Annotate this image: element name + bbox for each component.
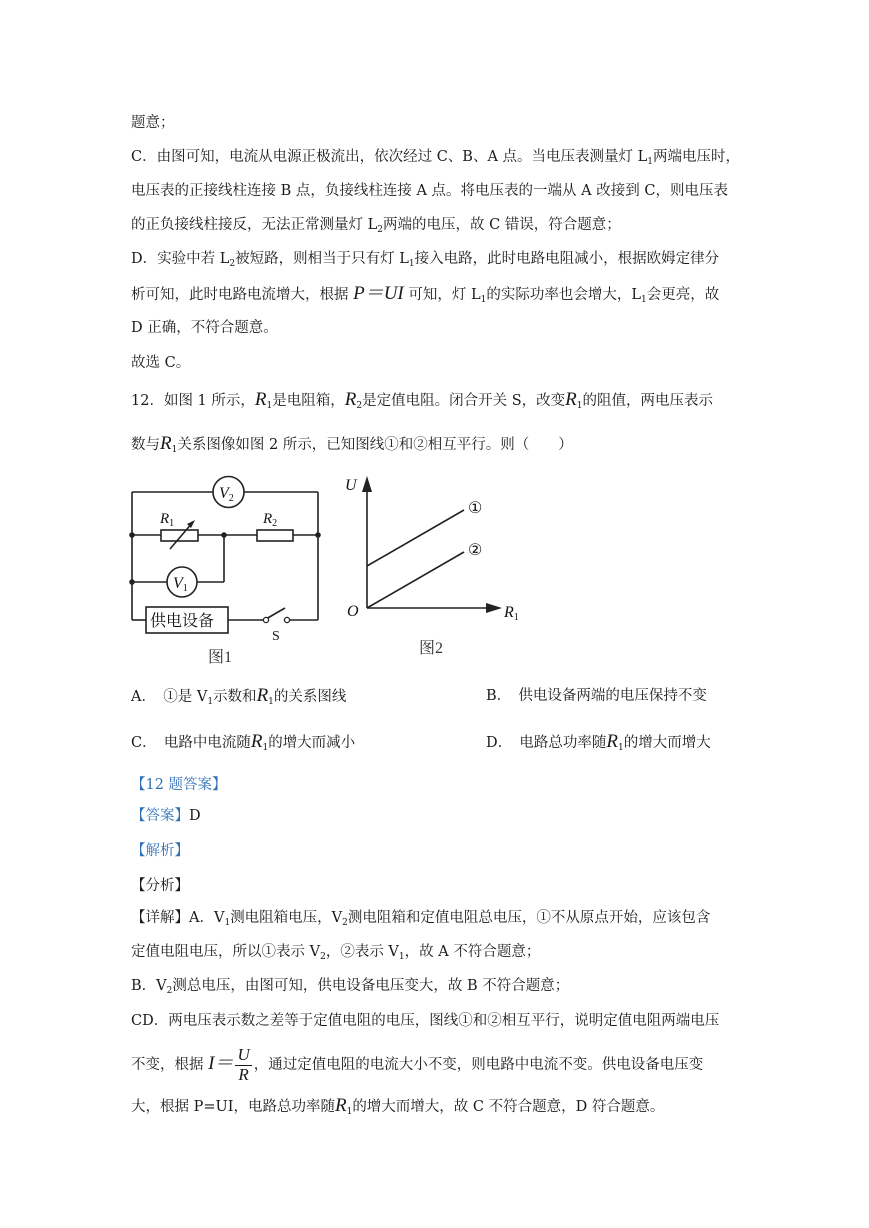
text-line: D 正确，不符合题意。 bbox=[131, 320, 278, 336]
figure-1-circuit bbox=[120, 470, 335, 670]
question-stem: 数与$R_1$关系图像如图 2 所示，已知图线①和②相互平行。则（ ） bbox=[131, 433, 573, 455]
option-d: D． 电路总功率随$R_1$的增大而增大 bbox=[486, 731, 711, 753]
explanation-line: 定值电阻电压，所以①表示 $V_2$，②表示 $V_1$，故 A 不符合题意； bbox=[131, 944, 541, 962]
text-line: C．由图可知，电流从电源正极流出，依次经过 C、B、A 点。当电压表测量灯 $L_1$两端电压时， bbox=[131, 149, 741, 167]
fraction-u-over-r: $\frac{U}{R}$ bbox=[237, 1045, 250, 1084]
graph-line-1 bbox=[367, 510, 464, 566]
text-line: 题意； bbox=[131, 115, 175, 131]
answer-line: 【答案】D bbox=[131, 808, 201, 824]
x-axis-label: R1 bbox=[504, 604, 519, 623]
figure-2-caption: 图2 bbox=[419, 640, 444, 657]
question-stem: 12．如图 1 所示，$R_1$是电阻箱，$R_2$是定值电阻。闭合开关 S，改变$R_1$的阻值，两电压表示 bbox=[131, 389, 713, 411]
graph-line-1-label: ① bbox=[468, 500, 483, 517]
v1-label: V1 bbox=[173, 575, 188, 594]
explanation-line: 不变，根据 I＝ $\frac{U}{R}$ ，通过定值电阻的电流大小不变，则电路中电流不变。供电设备电压变 bbox=[131, 1045, 704, 1084]
text-line: 析可知，此时电路电流增大，根据 P＝UI 可知，灯 $L_1$的实际功率也会增大，$L_1$会更亮，故 bbox=[131, 283, 720, 305]
text-line: 的正负接线柱接反，无法正常测量灯 $L_2$两端的电压，故 C 错误，符合题意； bbox=[131, 217, 621, 235]
jiexi-label: 【解析】 bbox=[131, 843, 189, 859]
answer-tag: 【12 题答案】 bbox=[131, 777, 227, 793]
explanation-line: 【详解】A．$V_1$测电阻箱电压，$V_2$测电阻箱和定值电阻总电压，①不从原点开始，应该包含 bbox=[131, 910, 711, 928]
power-supply-label: 供电设备 bbox=[150, 613, 215, 630]
r2-label: $R_2$ bbox=[263, 511, 278, 529]
option-a: A． ①是 $V_1$示数和$R_1$的关系图线 bbox=[131, 685, 347, 707]
text-line: 电压表的正接线柱连接 B 点，负接线柱连接 A 点。将电压表的一端从 A 改接到 C，则电压表 bbox=[131, 183, 728, 199]
fenxi-label: 【分析】 bbox=[131, 878, 189, 894]
text-line: 故选 C。 bbox=[131, 355, 191, 371]
origin-label: O bbox=[347, 603, 359, 620]
r1-label: $R_1$ bbox=[160, 511, 175, 529]
graph-line-2 bbox=[367, 552, 464, 608]
option-b: B． 供电设备两端的电压保持不变 bbox=[486, 688, 707, 704]
v2-label: V2 bbox=[219, 485, 234, 504]
explanation-line: 大，根据 P=UI，电路总功率随$R_1$的增大而增大，故 C 不符合题意，D 符合题意。 bbox=[131, 1095, 665, 1117]
figure-1-caption: 图1 bbox=[208, 649, 233, 666]
figure-2-graph bbox=[338, 470, 538, 660]
graph-line-2-label: ② bbox=[468, 542, 483, 559]
option-c: C． 电路中电流随$R_1$的增大而减小 bbox=[131, 731, 356, 753]
text-line: D．实验中若 $L_2$被短路，则相当于只有灯 $L_1$接入电路，此时电路电阻减小，根据欧姆定律分 bbox=[131, 251, 720, 269]
explanation-line: CD．两电压表示数之差等于定值电阻的电压，图线①和②相互平行，说明定值电阻两端电压 bbox=[131, 1013, 720, 1029]
explanation-line: B．$V_2$测总电压，由图可知，供电设备电压变大，故 B 不符合题意； bbox=[131, 978, 570, 996]
y-axis-label: U bbox=[345, 477, 357, 494]
switch-label: S bbox=[272, 629, 280, 644]
